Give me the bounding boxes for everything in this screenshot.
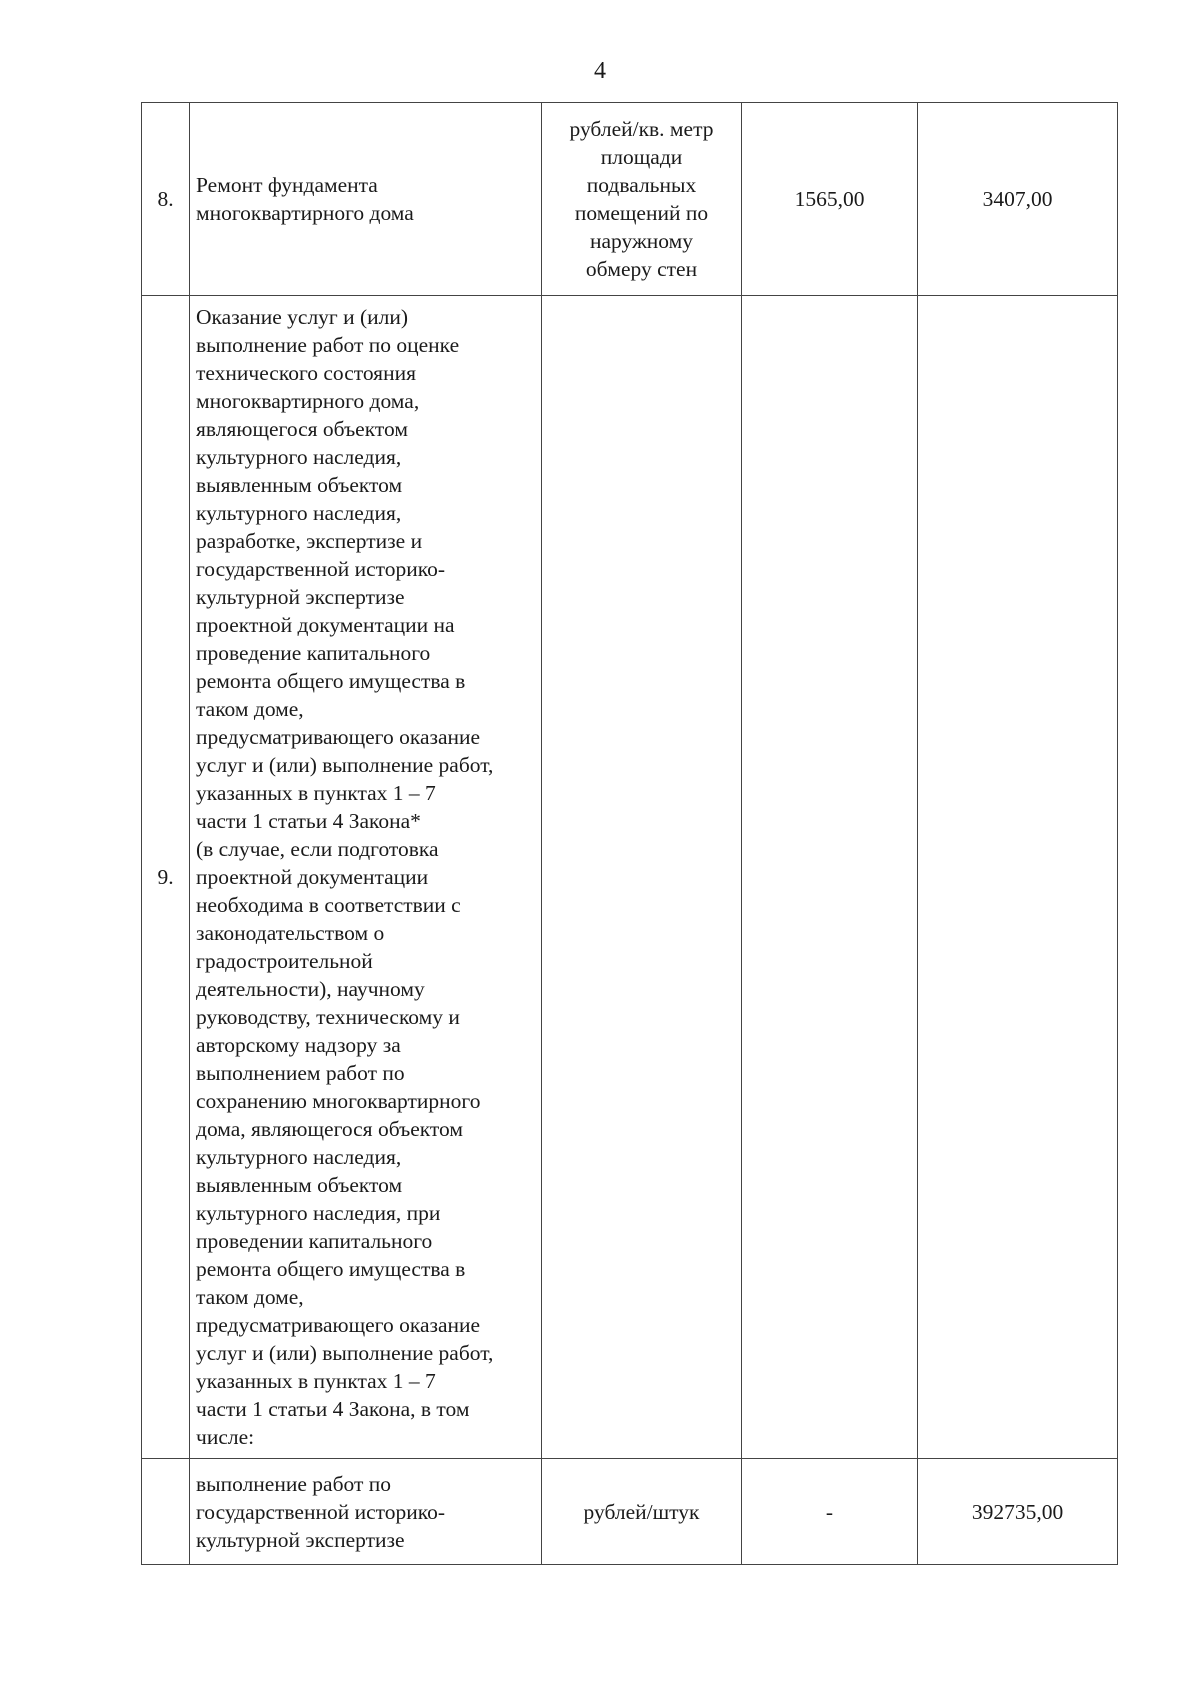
unit-of-measure: рублей/кв. метр площади подвальных помещений по наружному обмеру стен (569, 117, 714, 281)
work-name: Ремонт фундамента многоквартирного дома (196, 173, 414, 225)
work-name-cell (190, 1459, 542, 1565)
table-row (142, 103, 1118, 296)
table-row (142, 1459, 1118, 1565)
work-name-cell (190, 296, 542, 1459)
value-1: - (742, 1459, 918, 1565)
work-name: выполнение работ по государственной историко- культурной экспертизе (196, 1471, 446, 1552)
value-2: 3407,00 (918, 103, 1118, 296)
value-2 (918, 296, 1118, 1459)
row-number: 9. (142, 296, 190, 1459)
tariff-table (141, 102, 1118, 1565)
value-1 (742, 296, 918, 1459)
page-number: 4 (594, 58, 606, 84)
value-1: 1565,00 (742, 103, 918, 296)
unit-of-measure: рублей/штук (542, 1459, 742, 1565)
table-row (142, 296, 1118, 1459)
work-name: Оказание услуг и (или) выполнение работ по оценке технического состояния многоквартирного дома, являющегося объектом культурного наследия, выявленным объектом культурного наследия, разработке, экспертизе и государственной историко- культурной экспертизе проектной документации на проведение капитального ремонта общего имущества в таком доме, предусматривающего оказание услуг и (или) выполнение работ, указанных в пунктах 1 – 7 части 1 статьи 4 Закона* (в случае, если подготовка проектной документации необходима в соответствии с законодательством о градостроительной деятельности), научному руководству, техническому и авторскому надзору за выполнением работ по сохранению многоквартирного дома, являющегося объектом культурного наследия, выявленным объектом культурного наследия, при проведении капитального ремонта общего имущества в таком доме, предусматривающего оказание услуг и (или) выполнение работ, указанных в пунктах 1 – 7 части 1 статьи 4 Закона, в том числе: (196, 305, 494, 1449)
row-number: 8. (142, 103, 190, 296)
unit-cell (542, 296, 742, 1459)
row-number (142, 1459, 190, 1565)
unit-cell (542, 103, 742, 296)
value-2: 392735,00 (918, 1459, 1118, 1565)
work-name-cell (190, 103, 542, 296)
